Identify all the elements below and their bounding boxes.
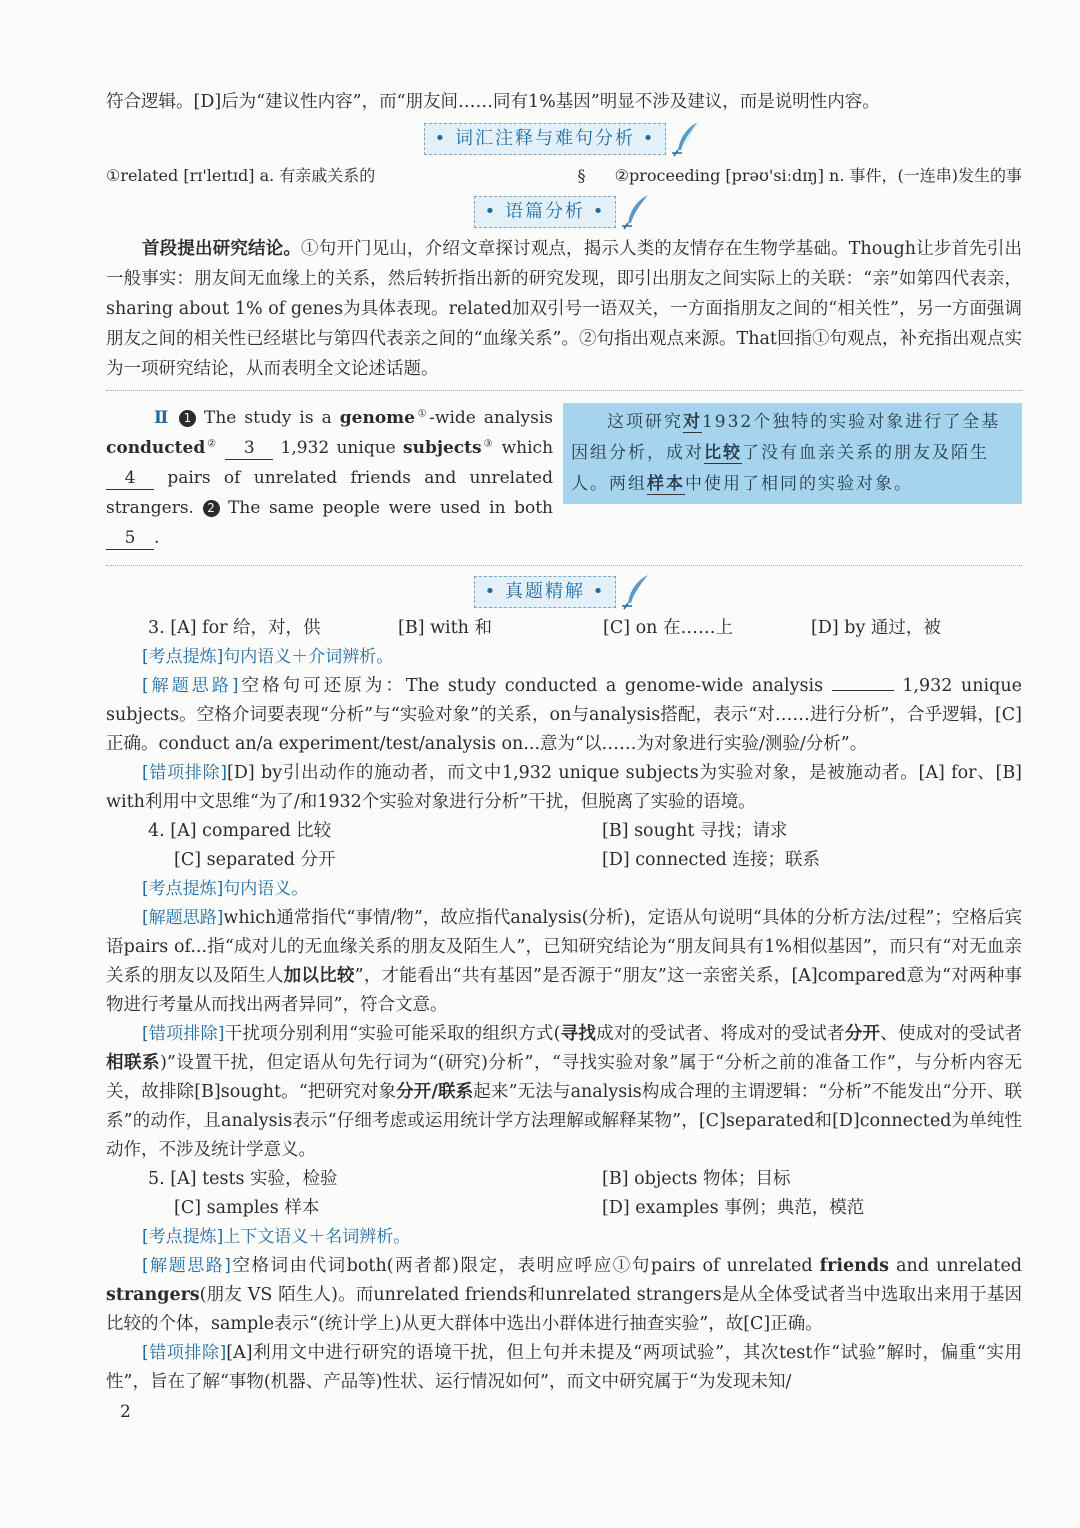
text: . bbox=[154, 528, 160, 548]
highlight-dui: 对 bbox=[682, 412, 702, 432]
blank-4: 4 bbox=[106, 467, 154, 490]
option-b: [B] sought 寻找；请求 bbox=[602, 821, 788, 841]
text: 、使成对的受试者 bbox=[880, 1024, 1023, 1044]
text: )”设置干扰，但定语从句先行词为“(研究)分析”，“寻找实验对象”属于“分析之前的准备工作”，与分析内容无关，故排除[B]sought。“把研究对象 bbox=[106, 1053, 1023, 1102]
option-d: [D] connected 连接；联系 bbox=[602, 850, 820, 870]
question-3-options bbox=[106, 614, 1022, 643]
label-elimination: [错项排除] bbox=[142, 1343, 227, 1363]
option-a: 4. [A] compared 比较 bbox=[148, 821, 332, 841]
answer-section-header bbox=[106, 572, 1022, 612]
label-reasoning: [解题思路] bbox=[142, 908, 224, 928]
quill-icon bbox=[618, 193, 654, 231]
label-elimination: [错项排除] bbox=[142, 763, 228, 783]
sentence-number-1: 1 bbox=[179, 410, 196, 427]
text: -wide analysis bbox=[429, 408, 554, 428]
footnote-mark: ② bbox=[205, 438, 218, 450]
text: 空格句可还原为：The study conducted a genome-wide analysis bbox=[238, 676, 824, 696]
key-point-text: 上下文语义＋名词辨析。 bbox=[223, 1227, 411, 1247]
quill-icon bbox=[618, 573, 654, 611]
bold-text: 寻找 bbox=[560, 1024, 597, 1044]
key-point-text: 句内语义＋介词辨析。 bbox=[223, 647, 394, 667]
option-a: 5. [A] tests 实验，检验 bbox=[148, 1169, 338, 1189]
label-key-point: [考点提炼] bbox=[142, 879, 224, 899]
bold-text: friends bbox=[819, 1256, 889, 1276]
translation-chinese bbox=[563, 403, 1022, 504]
option-c: [C] samples 样本 bbox=[174, 1198, 320, 1218]
q5-key-point bbox=[106, 1223, 1022, 1252]
divider bbox=[106, 565, 1022, 566]
discourse-paragraph bbox=[106, 234, 1022, 384]
page-number: 2 bbox=[120, 1402, 131, 1422]
label-elimination: [错项排除] bbox=[142, 1024, 225, 1044]
q3-elimination bbox=[106, 759, 1022, 817]
label-key-point: [考点提炼] bbox=[142, 647, 224, 667]
text: which通常指代“事情/物”，故应指代analysis(分析)，定语从句说明“具体的分析方法/过程”；空格后宾语pairs of...指“成对儿的无血缘关系的朋友及陌生人”，已知研究结论为“朋友间具有1%相似基因”，而只有“对无血亲关系的朋友以及陌生人 bbox=[106, 908, 1023, 986]
text: (朋友 VS 陌生人)。而unrelated friends和unrelated strangers是从全体受试者当中选取出来用于基因比较的个体，sample表示“(统计学上)从更大群体中选出小群体进行抽查实验”，故[C]正确。 bbox=[106, 1285, 1022, 1334]
q5-elimination bbox=[106, 1339, 1022, 1397]
discourse-section-header bbox=[106, 192, 1022, 232]
q3-key-point bbox=[106, 643, 1022, 672]
text: ”，才能看出“共有基因”是否源于“朋友”这一亲密关系，[A]compared意为“对两种事物进行考量从而找出两者异同”，符合文意。 bbox=[106, 966, 1023, 1015]
option-c: [C] on 在……上 bbox=[603, 618, 733, 638]
vocab-item-proceeding: ②proceeding [prəʊ'siːdɪŋ] n. 事件，(一连串)发生的事 bbox=[614, 166, 1022, 185]
option-c: [C] separated 分开 bbox=[174, 850, 336, 870]
quill-icon bbox=[668, 120, 704, 158]
bold-text: 分开/联系 bbox=[396, 1082, 474, 1102]
discourse-lead: 首段提出研究结论。 bbox=[142, 239, 302, 259]
text: 成对的受试者、将成对的受试者 bbox=[596, 1024, 845, 1044]
blank-5: 5 bbox=[106, 527, 154, 550]
q5-reasoning bbox=[106, 1252, 1022, 1339]
discourse-body: ①句开门见山，介绍文章探讨观点，揭示人类的友情存在生物学基础。Though让步首先引出一般事实：朋友间无血缘上的关系，然后转折指出新的研究发现，即引出朋友之间实际上的关联：“亲”如第四代表亲，sharing about 1% of genes为具体表现。related加双引号一语双关，一方面指朋友之间的“相关性”，另一方面强调朋友之间的相关性已经堪比与第四代表亲之间的“血缘关系”。②句指出观点来源。That回指①句观点，补充指出观点实为一项研究结论，从而表明全文论述话题。 bbox=[106, 239, 1022, 379]
translation-block bbox=[106, 397, 1022, 559]
text: [D] by引出动作的施动者，而文中1,932 unique subjects为实验对象，是被施动者。[A] for、[B] with利用中文思维“为了/和1932个实验对象进行分析”干扰，但脱离了实验的语境。 bbox=[106, 763, 1023, 812]
label-key-point: [考点提炼] bbox=[142, 1227, 224, 1247]
q4-reasoning bbox=[106, 904, 1022, 1020]
bold-text: 加以比较 bbox=[283, 966, 355, 986]
keyword-genome: genome bbox=[339, 408, 415, 428]
text: 干扰项分别利用“实验可能采取的组织方式( bbox=[224, 1024, 561, 1044]
label-reasoning: [解题思路] bbox=[142, 676, 239, 696]
translation-english bbox=[106, 403, 553, 553]
text: [A]利用文中进行研究的语境干扰，但上句并未提及“两项试验”，其次test作“试验”解时，偏重“实用性”，旨在了解“事物(机器、产品等)性状、运行情况如何”，而文中研究属于“为发现未知/ bbox=[106, 1343, 1022, 1392]
text: 空格词由代词both(两者都)限定，表明应呼应①句pairs of unrelated bbox=[230, 1256, 813, 1276]
text: which bbox=[501, 438, 554, 458]
discourse-section-title: • 语篇分析 • bbox=[474, 196, 617, 228]
question-5-options-row2 bbox=[106, 1194, 1022, 1223]
text: and unrelated bbox=[896, 1256, 1022, 1276]
text: The study is a bbox=[204, 408, 332, 428]
option-b: [B] objects 物体；目标 bbox=[602, 1169, 791, 1189]
section-numeral: Ⅱ bbox=[154, 408, 171, 428]
q4-elimination bbox=[106, 1020, 1022, 1165]
option-d: [D] examples 事例；典范，模范 bbox=[602, 1198, 865, 1218]
keyword-subjects: subjects bbox=[403, 438, 482, 458]
highlight-yangben: 样本 bbox=[646, 474, 685, 494]
q4-key-point bbox=[106, 875, 1022, 904]
text: 1932个独特的实验对象进行了全基因组分析，成对 bbox=[570, 412, 1001, 463]
vocab-item-related: ①related [rɪ'leɪtɪd] a. 有亲戚关系的 bbox=[106, 166, 376, 185]
option-a: 3. [A] for 给，对，供 bbox=[148, 618, 321, 638]
text: 1,932 unique subjects。空格介词要表现“分析”与“实验对象”的关系，on与analysis搭配，表示“对……进行分析”，合乎逻辑，[C]正确。conduct an/a experiment/test/analysis on...意为“以……为对象进行实验/测验/分析”。 bbox=[106, 676, 1022, 754]
question-4-options-row2 bbox=[106, 846, 1022, 875]
key-point-text: 句内语义。 bbox=[223, 879, 309, 899]
footnote-mark: ① bbox=[414, 408, 430, 420]
text: 这项研究 bbox=[606, 412, 683, 432]
bold-text: strangers bbox=[106, 1285, 200, 1305]
q3-reasoning bbox=[106, 672, 1022, 759]
footnote-mark: ③ bbox=[481, 438, 495, 450]
text: 起来”无法与analysis构成合理的主谓逻辑：“分析”不能发出“分开、联系”的动作，且analysis表示“仔细考虑或运用统计学方法理解或解释某物”，[C]separated和[D]connected为单纯性动作，不涉及统计学意义。 bbox=[106, 1082, 1022, 1160]
blank-3: 3 bbox=[225, 437, 273, 460]
divider bbox=[106, 390, 1022, 391]
text: 中使用了相同的实验对象。 bbox=[684, 474, 913, 494]
bold-text: 分开 bbox=[844, 1024, 881, 1044]
bold-text: 相联系 bbox=[106, 1053, 161, 1073]
keyword-conducted: conducted bbox=[106, 438, 206, 458]
sentence-number-2: 2 bbox=[203, 500, 220, 517]
page-content bbox=[106, 88, 1022, 1397]
text: The same people were used in both bbox=[228, 498, 553, 518]
text: 1,932 unique bbox=[280, 438, 396, 458]
blank-line bbox=[832, 690, 894, 691]
vocab-section-header bbox=[106, 119, 1022, 159]
text: 了没有血亲关系的朋友及陌生人。两组 bbox=[570, 443, 989, 494]
option-b: [B] with 和 bbox=[398, 618, 493, 638]
highlight-bijiao: 比较 bbox=[703, 443, 742, 463]
label-reasoning: [解题思路] bbox=[142, 1256, 231, 1276]
vocab-separator bbox=[578, 161, 1022, 190]
vocab-notes bbox=[106, 161, 1022, 190]
question-4-options-row1 bbox=[106, 817, 1022, 846]
intro-line: 符合逻辑。[D]后为“建议性内容”，而“朋友间……同有1%基因”明显不涉及建议，而是说明性内容。 bbox=[106, 92, 880, 112]
text: pairs of unrelated friends and unrelated strangers. bbox=[106, 468, 553, 518]
option-d: [D] by 通过，被 bbox=[811, 618, 941, 638]
section-mark: § bbox=[577, 166, 586, 185]
question-5-options-row1 bbox=[106, 1165, 1022, 1194]
vocab-section-title: • 词汇注释与难句分析 • bbox=[424, 123, 667, 155]
answer-section-title: • 真题精解 • bbox=[474, 576, 617, 608]
